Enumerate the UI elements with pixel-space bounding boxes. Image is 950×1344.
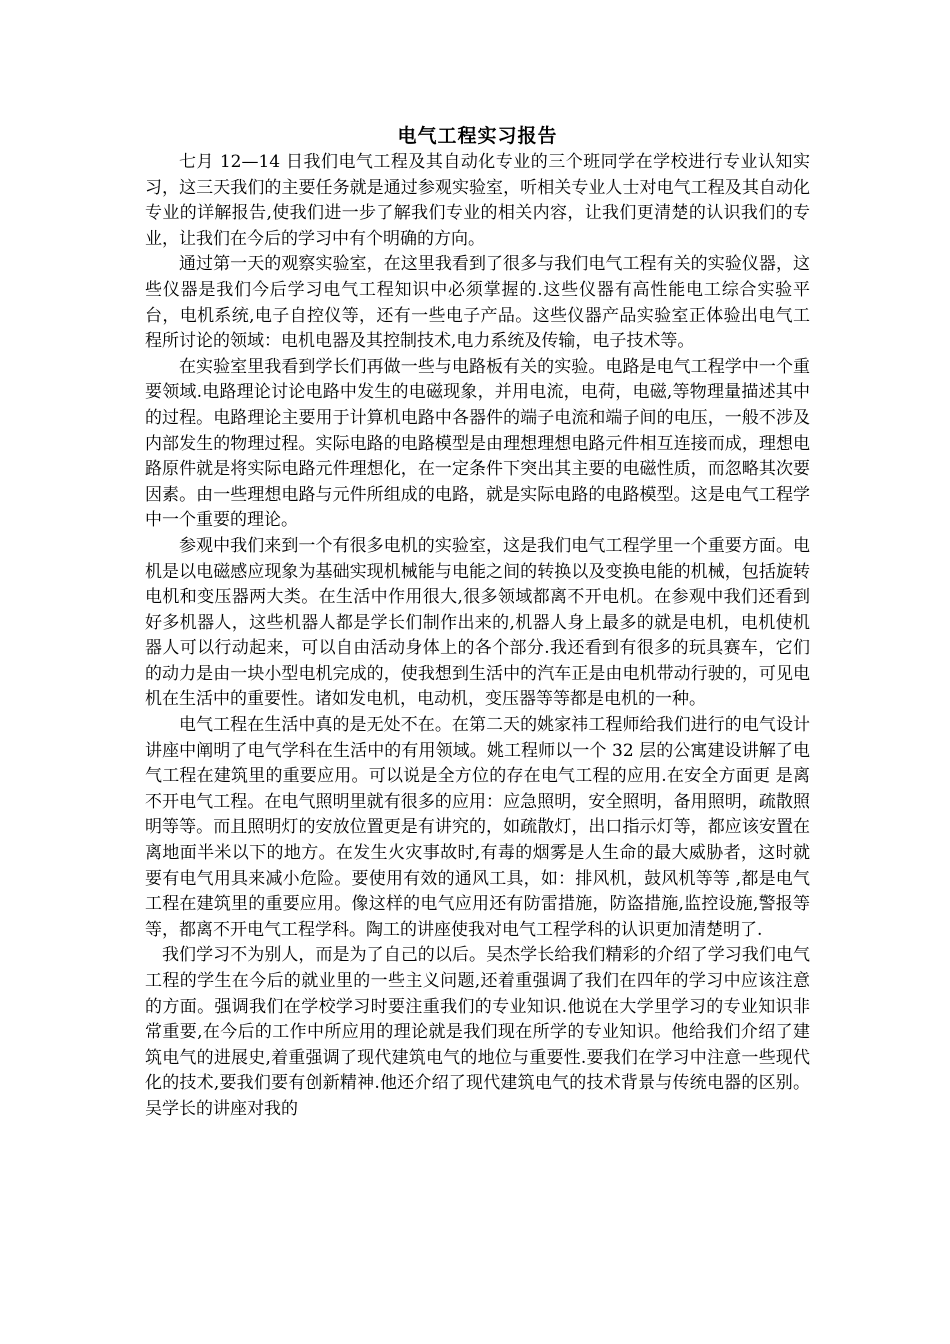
paragraph-building-electrical: 电气工程在生活中真的是无处不在。在第二天的姚家祎工程师给我们进行的电气设计讲座中阐明了电气学科在生活中的有用领域。姚工程师以一个 32 层的公寓建设讲解了电气工程在建筑里的重要应用。可以说是全方位的存在电气工程的应用.在安全方面更 是离不开电气工程。在电气照明里就有很多的应用：应急照明，安全照明，备用照明，疏散照明等等。而且照明灯的安放位置更是有讲究的，如疏散灯，出口指示灯等，都应该安置在离地面半米以下的地方。在发生火灾事故时,有毒的烟雾是人生命的最大威胁者，这时就要有电气用具来减小危险。要使用有效的通风工具，如：排风机，鼓风机等等 ,都是电气工程在建筑里的重要应用。像这样的电气应用还有防雷措施，防盗措施,监控设施,警报等等，都离不开电气工程学科。陶工的讲座使我对电气工程学科的认识更加清楚明了. bbox=[145, 715, 810, 940]
document-title: 电气工程实习报告 bbox=[397, 125, 558, 147]
paragraph-lab-visit: 通过第一天的观察实验室，在这里我看到了很多与我们电气工程有关的实验仪器，这些仪器是我们今后学习电气工程知识中必须掌握的.这些仪器有高性能电工综合实验平台，电机系统,电子自控仪等，还有一些电子产品。这些仪器产品实验室正体验出电气工程所讨论的领域：电机电器及其控制技术,电力系统及传输，电子技术等。 bbox=[145, 254, 810, 352]
paragraph-motors: 参观中我们来到一个有很多电机的实验室，这是我们电气工程学里一个重要方面。电机是以电磁感应现象为基础实现机械能与电能之间的转换以及变换电能的机械，包括旋转电机和变压器两大类。在生活中作用很大,很多领域都离不开电机。在参观中我们还看到好多机器人，这些机器人都是学长们制作出来的,机器人身上最多的就是电机，电机使机器人可以行动起来，可以自由活动身体上的各个部分.我还看到有很多的玩具赛车，它们的动力是由一块小型电机完成的，使我想到生活中的汽车正是由电机带动行驶的，可见电机在生活中的重要性。诸如发电机，电动机，变压器等等都是电机的一种。 bbox=[145, 535, 810, 710]
paragraph-intro: 七月 12—14 日我们电气工程及其自动化专业的三个班同学在学校进行专业认知实习，这三天我们的主要任务就是通过参观实验室，听相关专业人士对电气工程及其自动化专业的详解报告,使我们进一步了解我们专业的相关内容，让我们更清楚的认识我们的专业，让我们在今后的学习中有个明确的方向。 bbox=[145, 152, 810, 249]
paragraph-circuits: 在实验室里我看到学长们再做一些与电路板有关的实验。电路是电气工程学中一个重要领域.电路理论讨论电路中发生的电磁现象，并用电流，电荷，电磁,等物理量描述其中的过程。电路理论主要用于计算机电路中各器件的端子电流和端子间的电压，一般不涉及内部发生的物理过程。实际电路的电路模型是由理想理想电路元件相互连接而成，理想电路原件就是将实际电路元件理想化，在一定条件下突出其主要的电磁性质，而忽略其次要因素。由一些理想电路与元件所组成的电路，就是实际电路的电路模型。这是电气工程学中一个重要的理论。 bbox=[145, 356, 810, 531]
document-page bbox=[145, 122, 810, 1123]
paragraph-career-lecture: 我们学习不为别人，而是为了自己的以后。吴杰学长给我们精彩的介绍了学习我们电气工程的学生在今后的就业里的一些主义问题,还着重强调了我们在四年的学习中应该注意的方面。强调我们在学校学习时要注重我们的专业知识.他说在大学里学习的专业知识非常重要,在今后的工作中所应用的理论就是我们现在所学的专业知识。他给我们介绍了建筑电气的进展史,着重强调了现代建筑电气的地位与重要性.要我们在学习中注意一些现代化的技术,要我们要有创新精神.他还介绍了现代建筑电气的技术背景与传统电器的区别。吴学长的讲座对我的 bbox=[145, 945, 810, 1119]
